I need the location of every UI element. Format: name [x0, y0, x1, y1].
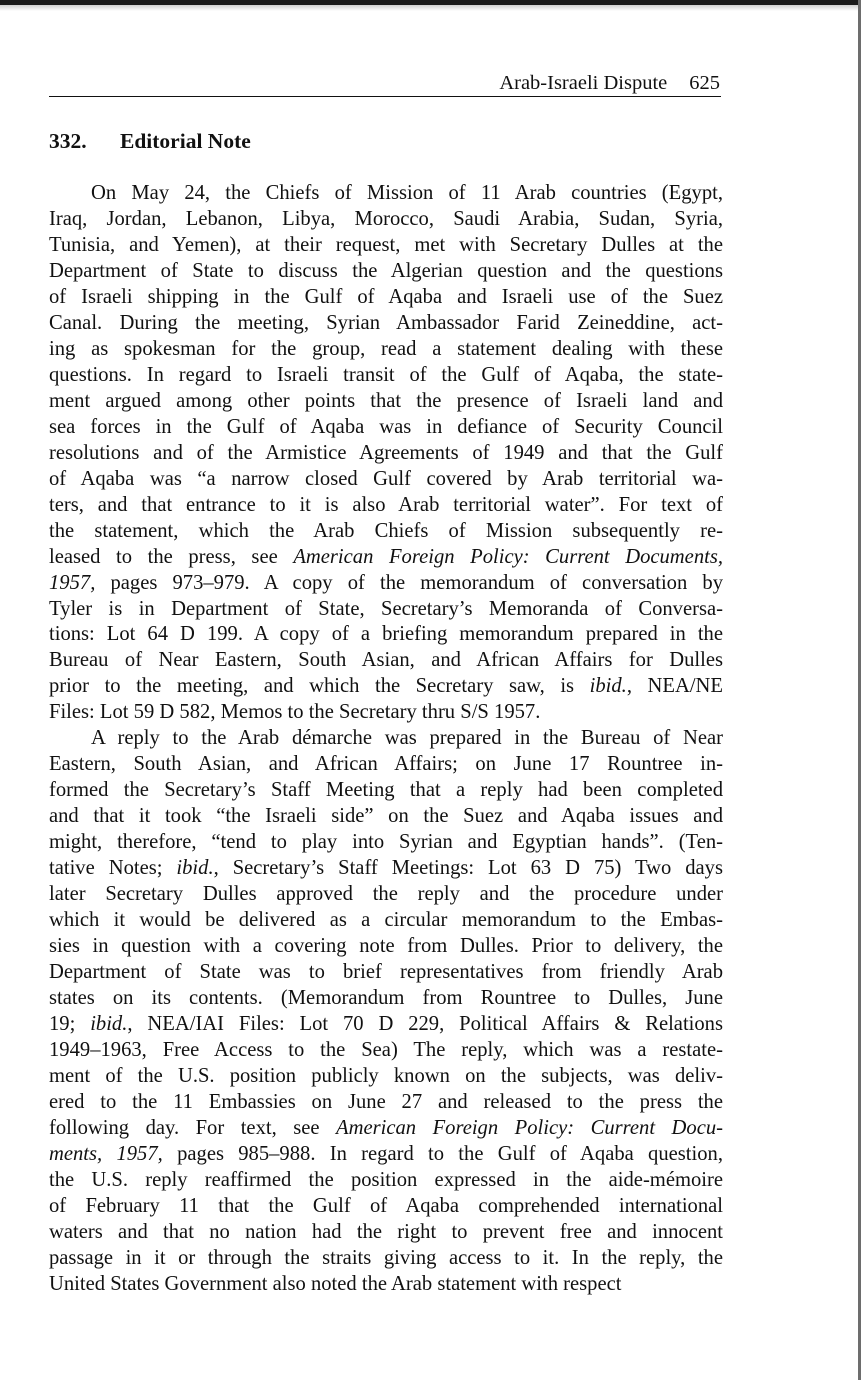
text-line [49, 908, 723, 934]
text-line [49, 259, 723, 285]
text-span: prior to the meeting, and which the Secretary saw, is [49, 675, 590, 698]
text-span: pages 985–988. In regard to the Gulf of Aqaba question, [162, 1142, 723, 1165]
text-line [49, 545, 723, 571]
section-heading [49, 127, 251, 155]
text-span: Iraq, Jordan, Lebanon, Libya, Morocco, Saudi Arabia, Sudan, Syria, [49, 207, 723, 230]
text-span: leased to the press, see [49, 545, 294, 568]
italic-text: ibid. [90, 1013, 128, 1035]
page-number: 625 [689, 72, 720, 94]
text-line [49, 830, 723, 856]
text-span: of Israeli shipping in the Gulf of Aqaba and Israeli use of the Suez [49, 285, 723, 308]
text-span: resolutions and of the Armistice Agreements of 1949 and that the Gulf [49, 441, 723, 464]
text-line [49, 882, 723, 908]
text-span: Department of State was to brief representatives from friendly Arab [49, 961, 723, 984]
text-line [49, 1012, 723, 1038]
text-span: Bureau of Near Eastern, South Asian, and African Affairs for Dulles [49, 649, 723, 672]
text-span: , NEA/IAI Files: Lot 70 D 229, Political Affairs & Relations [127, 1013, 723, 1035]
text-line [49, 389, 723, 415]
text-span: ered to the 11 Embassies on June 27 and released to the press the [49, 1090, 723, 1113]
running-head-title: Arab-Israeli Dispute [499, 72, 668, 94]
text-line [49, 986, 723, 1012]
text-line [49, 1090, 723, 1116]
text-span: passage in it or through the straits giving access to it. In the reply, the [49, 1246, 723, 1269]
text-span: tions: Lot 64 D 199. A copy of a briefing memorandum prepared in the [49, 623, 723, 646]
text-span: which it would be delivered as a circular memorandum to the Embas- [49, 909, 723, 932]
text-span: ment of the U.S. position publicly known on the subjects, was deliv- [49, 1064, 723, 1087]
text-span: Tunisia, and Yemen), at their request, met with Secretary Dulles at the [49, 233, 723, 256]
text-span: later Secretary Dulles approved the reply and the procedure under [49, 883, 723, 906]
text-span: ing as spokesman for the group, read a statement dealing with these [49, 337, 723, 360]
text-line [49, 1220, 723, 1246]
text-line [49, 1246, 723, 1272]
text-line [49, 856, 723, 882]
text-span: of February 11 that the Gulf of Aqaba comprehended international [49, 1194, 723, 1217]
text-span: questions. In regard to Israeli transit of the Gulf of Aqaba, the state- [49, 363, 723, 386]
text-line [49, 648, 723, 674]
text-line [49, 1142, 723, 1168]
text-line [49, 700, 723, 726]
text-line [49, 233, 723, 259]
text-span: 1949–1963, Free Access to the Sea) The reply, which was a restate- [49, 1038, 723, 1061]
text-span: , Secretary’s Staff Meetings: Lot 63 D 75) Two days [213, 857, 723, 880]
text-span: On May 24, the Chiefs of Mission of 11 Arab countries (Egypt, [91, 182, 723, 204]
text-line [49, 1064, 723, 1090]
text-span: United States Government also noted the Arab statement with respect [49, 1272, 622, 1295]
text-span: pages 973–979. A copy of the memorandum of conversation by [95, 571, 723, 594]
text-line [49, 674, 723, 700]
text-span: sea forces in the Gulf of Aqaba was in defiance of Security Council [49, 415, 723, 438]
paragraph [49, 726, 723, 1297]
italic-text: ibid. [589, 675, 627, 698]
text-line [49, 467, 723, 493]
text-line [49, 519, 723, 545]
text-line [49, 207, 723, 233]
text-span: ment argued among other points that the presence of Israeli land and [49, 389, 723, 412]
italic-text: 1957, [49, 571, 96, 594]
text-line [49, 804, 723, 830]
italic-text: American Foreign Policy: Current Docu- [336, 1116, 723, 1139]
text-line [49, 1272, 723, 1298]
text-line [49, 571, 723, 597]
text-line [49, 1116, 723, 1142]
italic-text: ments, 1957, [49, 1142, 163, 1165]
text-line [49, 441, 723, 467]
text-span: the U.S. reply reaffirmed the position expressed in the aide-mémoire [49, 1168, 723, 1191]
text-span: ters, and that entrance to it is also Arab territorial water”. For text of [49, 493, 723, 516]
text-span: 19; [49, 1013, 91, 1035]
section-title: Editorial Note [120, 129, 251, 153]
text-line [49, 1168, 723, 1194]
scan-top-shadow [0, 5, 861, 11]
text-span: A reply to the Arab démarche was prepared in the Bureau of Near [91, 727, 723, 750]
text-span: formed the Secretary’s Staff Meeting that a reply had been completed [49, 779, 723, 802]
italic-text: American Foreign Policy: Current Documents, [293, 545, 723, 568]
text-line [49, 311, 723, 337]
text-span: Canal. During the meeting, Syrian Ambassador Farid Zeineddine, act- [49, 311, 723, 334]
text-line [49, 181, 723, 207]
text-line [49, 752, 723, 778]
text-line [49, 1194, 723, 1220]
running-head [499, 70, 720, 96]
text-span: following day. For text, see [49, 1116, 337, 1139]
text-span: and that it took “the Israeli side” on the Suez and Aqaba issues and [49, 805, 723, 828]
text-line [49, 726, 723, 752]
text-span: , NEA/NE [626, 675, 723, 698]
text-line [49, 337, 723, 363]
text-span: Tyler is in Department of State, Secretary’s Memoranda of Conversa- [49, 597, 723, 620]
text-line [49, 934, 723, 960]
text-span: the statement, which the Arab Chiefs of Mission subsequently re- [49, 519, 723, 542]
text-span: waters and that no nation had the right to prevent free and innocent [49, 1220, 723, 1243]
text-span: Eastern, South Asian, and African Affairs; on June 17 Rountree in- [49, 753, 723, 776]
text-span: Files: Lot 59 D 582, Memos to the Secretary thru S/S 1957. [49, 701, 541, 724]
text-span: of Aqaba was “a narrow closed Gulf covered by Arab territorial wa- [49, 467, 723, 490]
text-line [49, 493, 723, 519]
text-line [49, 597, 723, 623]
text-line [49, 1038, 723, 1064]
section-number: 332. [49, 129, 87, 153]
text-line [49, 363, 723, 389]
text-span: tative Notes; [49, 857, 177, 880]
italic-text: ibid. [176, 857, 214, 880]
paragraph [49, 181, 723, 726]
text-line [49, 778, 723, 804]
header-rule [49, 96, 721, 97]
text-line [49, 960, 723, 986]
text-span: Department of State to discuss the Algerian question and the questions [49, 259, 723, 282]
text-line [49, 622, 723, 648]
text-line [49, 415, 723, 441]
body-text [49, 181, 723, 1298]
text-span: states on its contents. (Memorandum from Rountree to Dulles, June [49, 987, 723, 1010]
text-span: might, therefore, “tend to play into Syrian and Egyptian hands”. (Ten- [49, 831, 723, 854]
text-line [49, 285, 723, 311]
text-span: sies in question with a covering note from Dulles. Prior to delivery, the [49, 935, 723, 958]
